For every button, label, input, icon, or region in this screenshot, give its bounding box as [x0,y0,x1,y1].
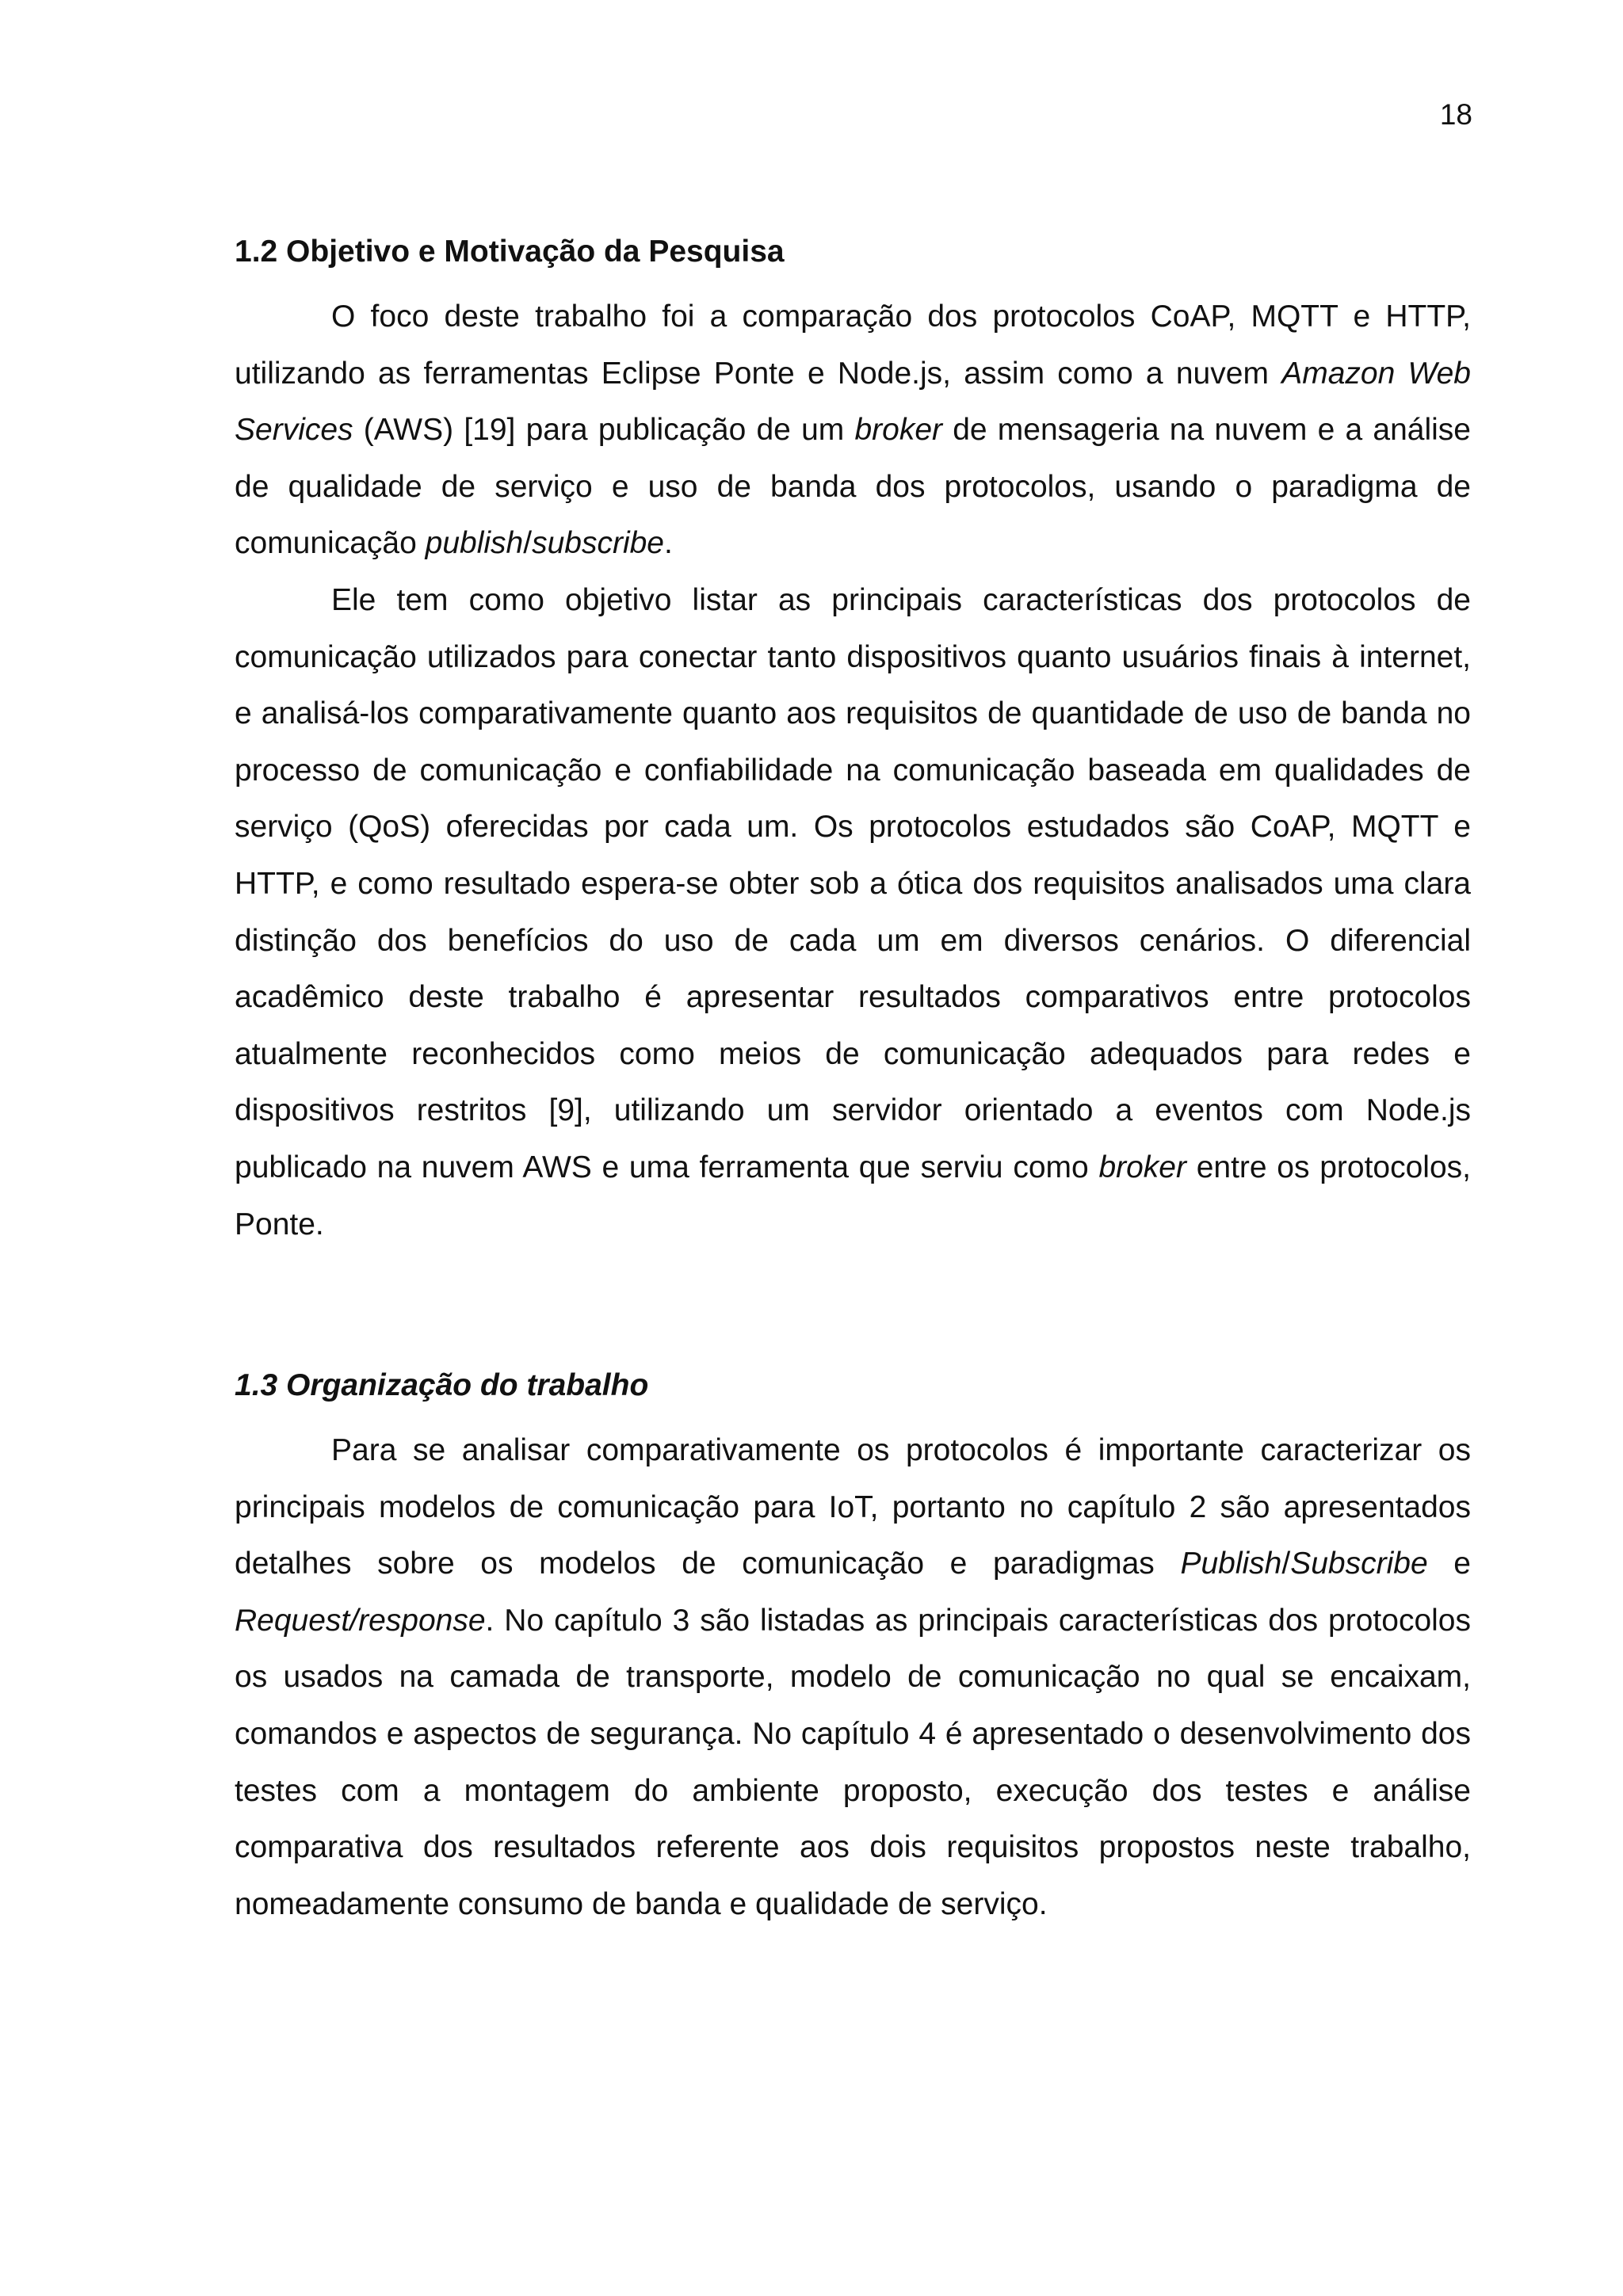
text-run: (AWS) [19] para publicação de um [353,413,855,448]
text-run-italic: Subscribe [1290,1547,1428,1581]
text-run: / [1281,1547,1291,1581]
text-run-italic: publish [425,526,524,561]
text-run-italic: Request/response [235,1603,486,1638]
text-run-italic: subscribe [532,526,664,561]
section-heading-1-2: 1.2 Objetivo e Motivação da Pesquisa [235,235,785,269]
text-run: Ele tem como objetivo listar as principais características dos protocolos de comunicação utilizados para conectar tanto dispositivos quanto usuários finais à internet, e analisá-los comparativamente quanto aos requisitos de quantidade de uso de banda no processo de comunicação e confiabilidade na comunicação baseada em qualidades de serviço (QoS) oferecidas por cada um. Os protocolos estudados são CoAP, MQTT e HTTP, e como resultado espera-se obter sob a ótica dos requisitos analisados uma clara distinção dos benefícios do uso de cada um em diversos cenários. O diferencial acadêmico deste trabalho é apresentar resultados comparativos entre protocolos atualmente reconhecidos como meios de comunicação adequados para redes e dispositivos restritos [9], utilizando um servidor orientado a eventos com Node.js publicado na nuvem AWS e uma ferramenta que serviu como [235,582,1471,1184]
text-run: e [1427,1547,1471,1581]
text-run: . No capítulo 3 são listadas as principais características dos protocolos os usados na camada de transporte, modelo de comunicação no qual se encaixam, comandos e aspectos de segurança. No capítulo 4 é apresentado o desenvolvimento dos testes com a montagem do ambiente proposto, execução dos testes e análise comparativa dos resultados referente aos dois requisitos propostos neste trabalho, nomeadamente consumo de banda e qualidade de serviço. [235,1603,1471,1921]
paragraph-1-2-b [235,572,1471,1253]
text-run: entre os protocolos, Ponte. [235,1150,1471,1241]
text-run: O foco deste trabalho foi a comparação dos protocolos CoAP, MQTT e HTTP, utilizando as ferramentas Eclipse Ponte e Node.js, assim como a nuvem [235,299,1471,391]
text-run-italic: broker [854,413,943,448]
text-run-italic: broker [1098,1150,1186,1184]
text-run: . [664,526,673,561]
text-run: Para se analisar comparativamente os protocolos é importante caracterizar os principais modelos de comunicação para IoT, portanto no capítulo 2 são apresentados detalhes sobre os modelos de comunicação e paradigmas [235,1433,1471,1581]
text-run-italic: Publish [1180,1547,1282,1581]
text-run: de mensageria na nuvem e a análise de qualidade de serviço e uso de banda dos protocolos, usando o paradigma de comunicação [235,413,1471,561]
paragraph-1-3-a [235,1422,1471,1932]
section-heading-1-3: 1.3 Organização do trabalho [235,1368,649,1403]
paragraph-1-2-a [235,288,1471,572]
text-run: / [523,526,533,561]
page-content [235,230,1471,1932]
page-number: 18 [1439,98,1472,131]
text-run-italic: Amazon Web Services [235,356,1471,448]
